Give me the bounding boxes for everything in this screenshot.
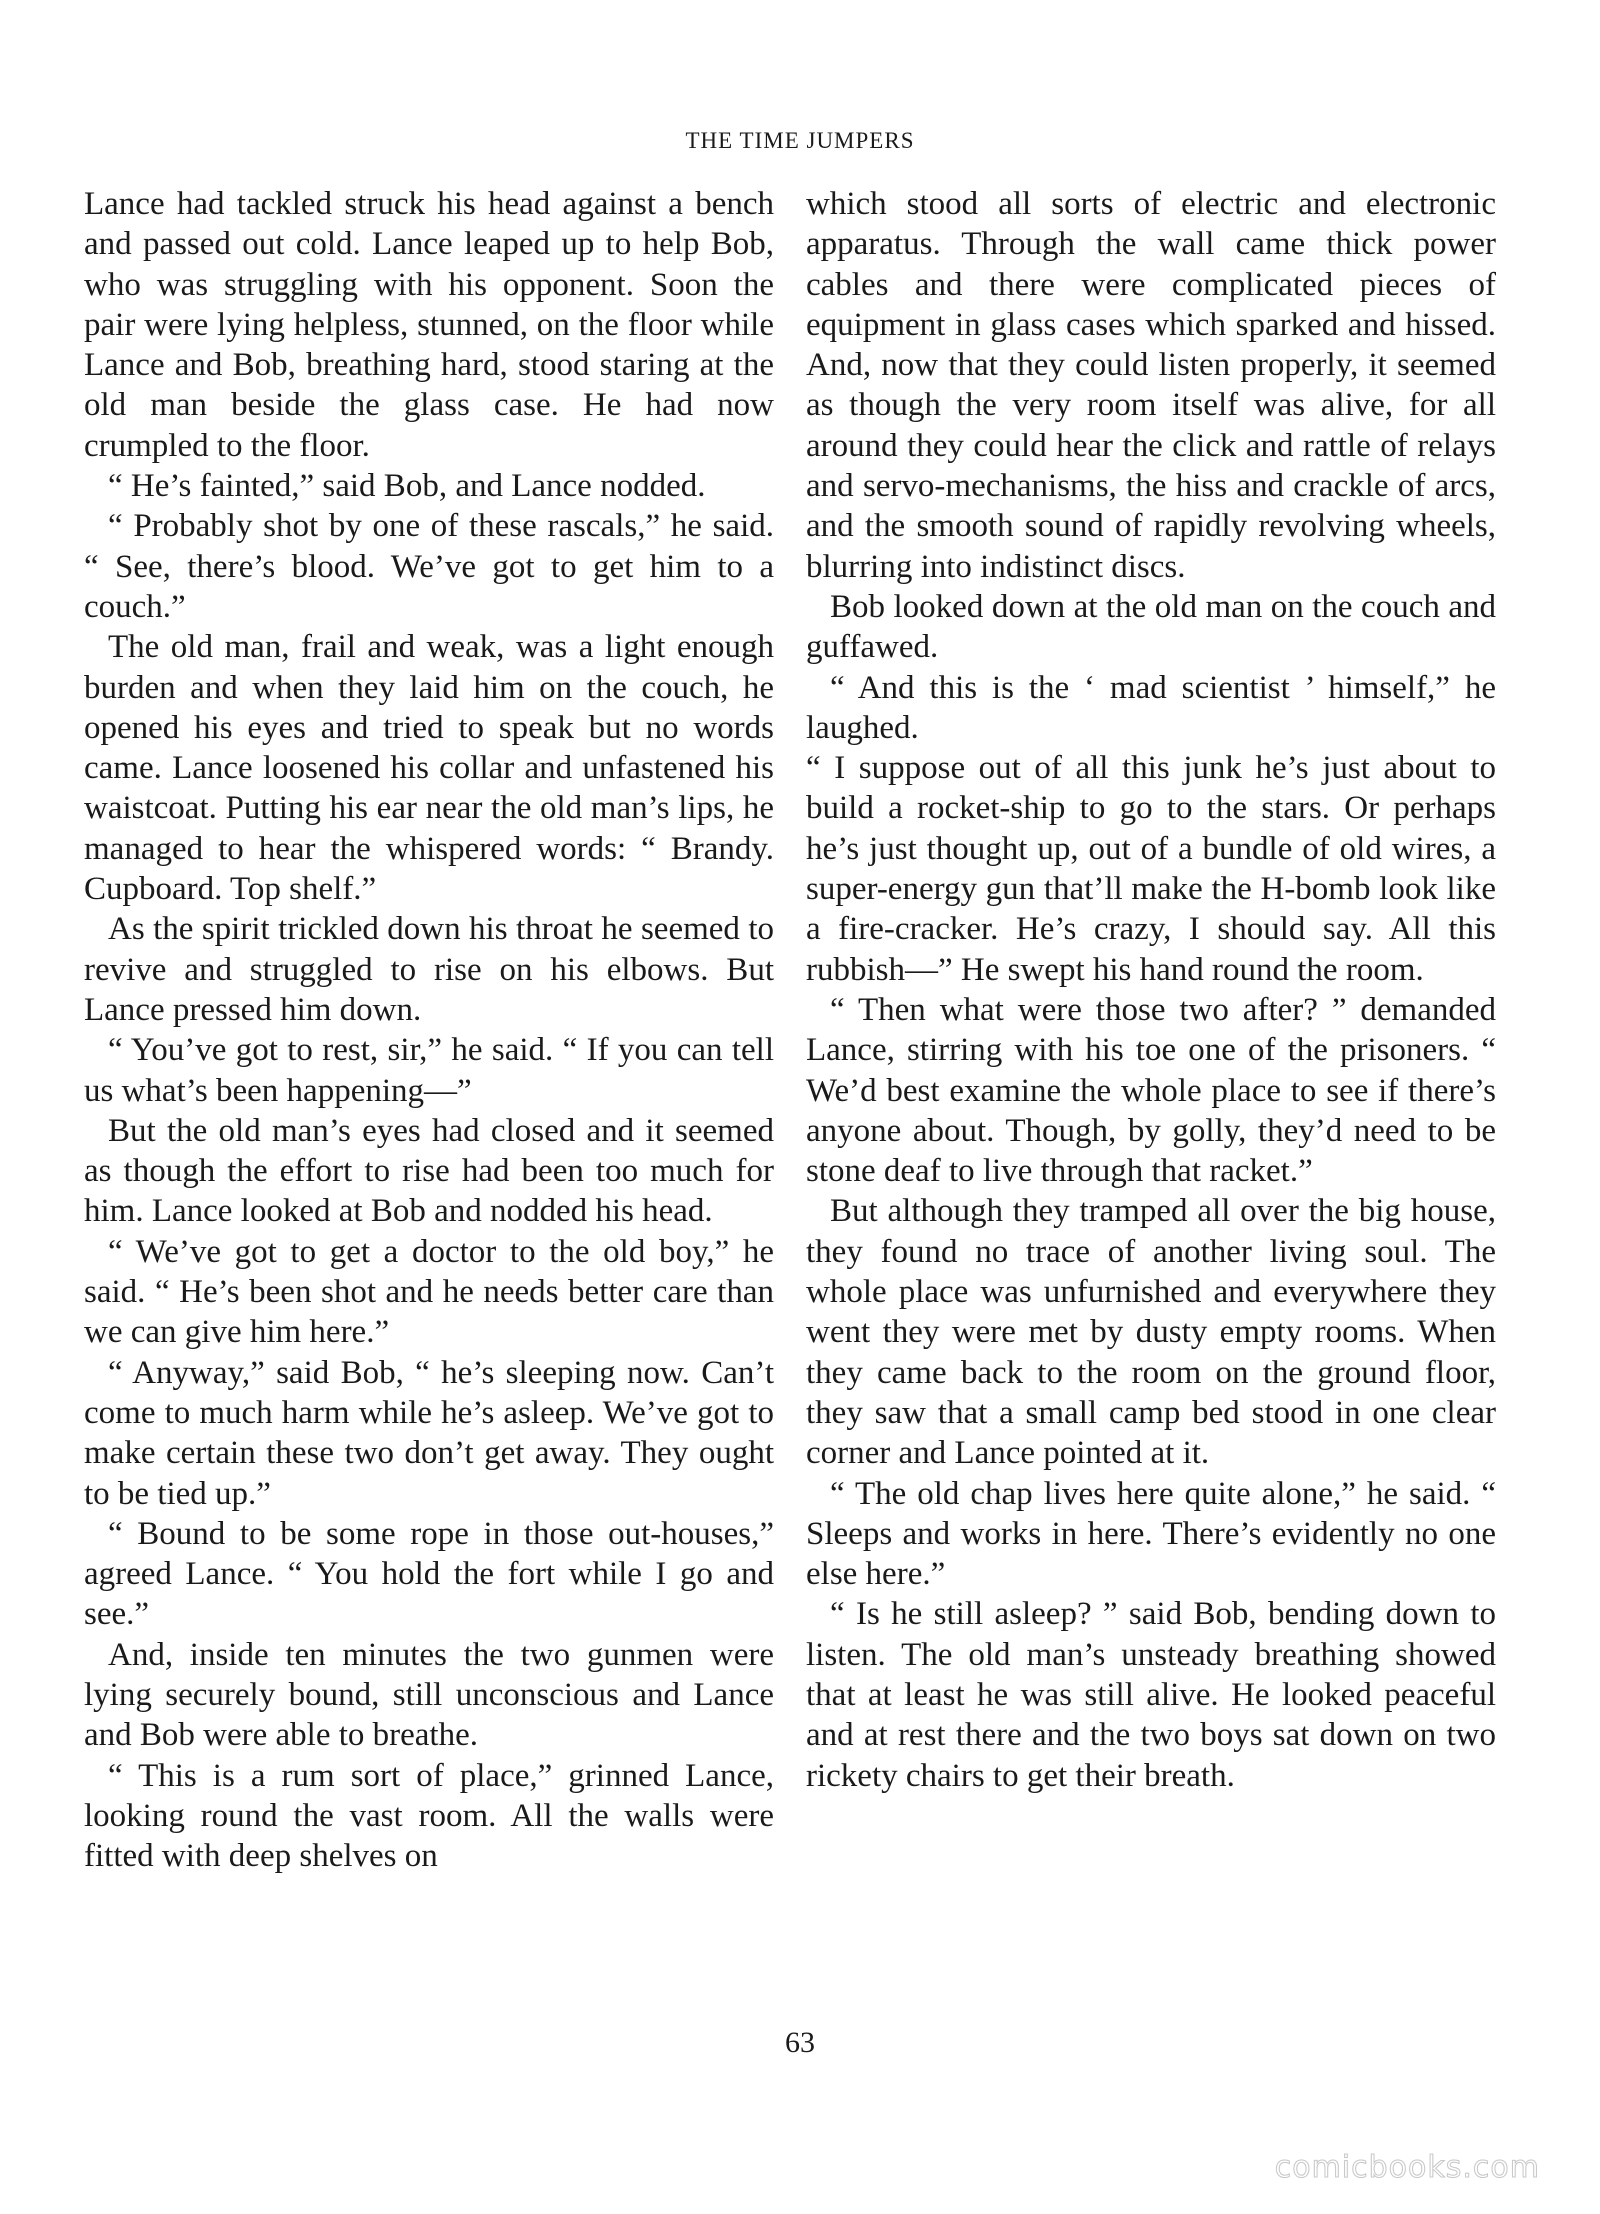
paragraph: But although they tramped all over the big house, they found no trace of another living soul. The whole place was unfurnished and everywhere they went they were met by dusty empty rooms. When they came back to the room on the ground floor, they saw that a small camp bed stood in one clear corner and Lance pointed at it. xyxy=(806,1193,1496,1472)
paragraph: “ Anyway,” said Bob, “ he’s sleeping now. Can’t come to much harm while he’s asleep. We’ve got to make certain these two don’t get away. They ought to be tied up.” xyxy=(84,1354,774,1512)
paragraph: “ You’ve got to rest, sir,” he said. “ If you can tell us what’s been happening—” xyxy=(84,1032,774,1109)
running-title: THE TIME JUMPERS xyxy=(685,128,915,153)
paragraph: Lance had tackled struck his head against a bench and passed out cold. Lance leaped up to help Bob, who was struggling with his opponent. Soon the pair were lying helpless, stunned, on the floor while Lance and Bob, breathing hard, stood staring at the old man beside the glass case. He had now crumpled to the floor. xyxy=(84,186,774,464)
paragraph: “ And this is the ‘ mad scientist ’ himself,” he laughed. xyxy=(806,669,1496,746)
paragraph: “ I suppose out of all this junk he’s just about to build a rocket-ship to go to the stars. Or perhaps he’s just thought up, out of a bundle of old wires, a super-energy gun that’ll make the H-bomb look like a fire-cracker. He’s crazy, I should say. All this rubbish—” He swept his hand round the room. xyxy=(806,750,1496,988)
paragraph: “ We’ve got to get a doctor to the old boy,” he said. “ He’s been shot and he needs better care than we can give him here.” xyxy=(84,1233,774,1351)
paragraph: As the spirit trickled down his throat he seemed to revive and struggled to rise on his elbows. But Lance pressed him down. xyxy=(84,911,774,1028)
paragraph: which stood all sorts of electric and electronic apparatus. Through the wall came thick power cables and there were complicated pieces of equipment in glass cases which sparked and hissed. And, now that they could listen properly, it seemed as though the very room itself was alive, for all around they could hear the click and rattle of relays and servo-mechanisms, the hiss and crackle of arcs, and the smooth sound of rapidly revolving wheels, blurring into indistinct discs. xyxy=(806,186,1496,585)
paragraph: “ Is he still asleep? ” said Bob, bending down to listen. The old man’s unsteady breathing showed that at least he was still alive. He looked peaceful and at rest there and the two boys sat down on two rickety chairs to get their breath. xyxy=(806,1596,1496,1794)
paragraph: And, inside ten minutes the two gunmen were lying securely bound, still unconscious and Lance and Bob were able to breathe. xyxy=(84,1636,774,1754)
site-watermark: comicbooks.com xyxy=(1274,2150,1540,2185)
paragraph: Bob looked down at the old man on the couch and guffawed. xyxy=(806,588,1496,666)
paragraph: But the old man’s eyes had closed and it seemed as though the effort to rise had been too much for him. Lance looked at Bob and nodded his head. xyxy=(84,1112,774,1230)
left-text-column xyxy=(84,184,774,2054)
right-text-column xyxy=(806,184,1496,2054)
paragraph: “ This is a rum sort of place,” grinned Lance, looking round the vast room. All the walls were fitted with deep shelves on xyxy=(84,1757,774,1875)
paragraph: “ Then what were those two after? ” demanded Lance, stirring with his toe one of the prisoners. “ We’d best examine the whole place to see if there’s anyone about. Though, by golly, they’d need to be stone deaf to live through that racket.” xyxy=(806,991,1496,1190)
paragraph: “ Bound to be some rope in those out-houses,” agreed Lance. “ You hold the fort while I go and see.” xyxy=(84,1515,774,1633)
paragraph: “ The old chap lives here quite alone,” he said. “ Sleeps and works in here. There’s evidently no one else here.” xyxy=(806,1475,1496,1593)
page-number: 63 xyxy=(785,2026,815,2059)
paragraph: “ Probably shot by one of these rascals,” he said. “ See, there’s blood. We’ve got to get him to a couch.” xyxy=(84,508,774,625)
paragraph: The old man, frail and weak, was a light enough burden and when they laid him on the couch, he opened his eyes and tried to speak but no words came. Lance loosened his collar and unfastened his waistcoat. Putting his ear near the old man’s lips, he managed to hear the whispered words: “ Brandy. Cupboard. Top shelf.” xyxy=(84,629,774,908)
paragraph: “ He’s fainted,” said Bob, and Lance nodded. xyxy=(108,468,706,505)
